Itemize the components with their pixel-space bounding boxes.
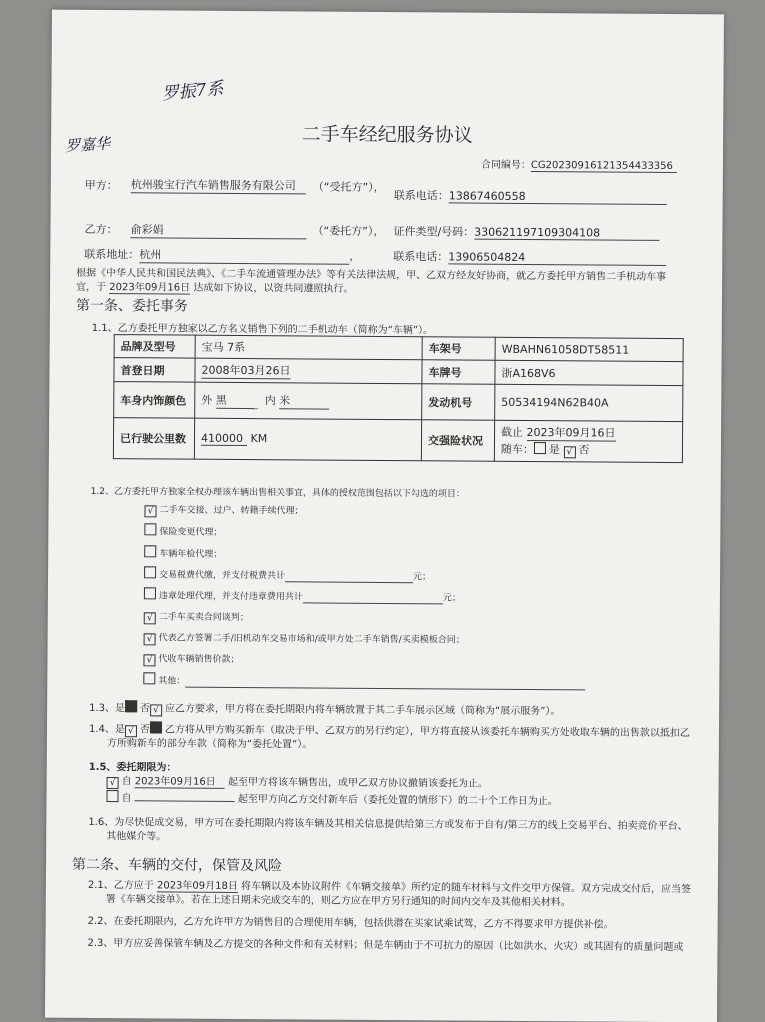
authorization-checkbox[interactable] [144, 566, 156, 578]
party-b-label: 乙方： [84, 222, 118, 237]
reg-date-value: 2008年03月26日 [201, 363, 291, 378]
address: 联系地址：杭州 ， [84, 247, 361, 263]
authorization-checkbox[interactable] [144, 587, 156, 599]
plate-label: 车牌号 [422, 360, 495, 385]
insurance-date: 2023年09月16日 [526, 425, 616, 440]
clause-1-4-yes: 是 [114, 724, 125, 736]
authorization-item-label: 代表乙方签署二手/旧机动车交易市场和/或甲方处二手车销售/买卖模板合同； [158, 633, 465, 646]
party-b-id [393, 223, 659, 241]
vehicle-table [113, 334, 684, 463]
authorization-item [144, 609, 249, 625]
party-a-role: （“受托方”）， [312, 180, 385, 194]
authorization-item-label: 交易税费代缴，并支付税费共计 [159, 570, 286, 582]
address-phone-value: 13906504824 [448, 250, 666, 266]
authorization-item [144, 587, 461, 604]
color-cell [195, 382, 422, 420]
address-phone [393, 248, 666, 266]
party-b-name-value: 俞彩娟 [130, 221, 306, 239]
term-option-2-checkbox[interactable] [106, 790, 118, 802]
authorization-item [144, 524, 222, 539]
km-label: 已行驶公里数 [113, 418, 194, 460]
clause-1-3 [89, 699, 560, 719]
clause-1-3-yes: 是 [114, 703, 126, 715]
clause-2-1-number: 2.1、 [87, 879, 114, 892]
clause-2-3: 2.3、甲方应妥善保管车辆及乙方提交的各种文件和有关材料；但是车辆由于不可抗力的原因（比如洪水、火灾）或其固有的质量问题或 [87, 937, 684, 954]
contract-number [481, 156, 677, 173]
document-title: 二手车经纪服务协议 [301, 123, 473, 147]
party-a-name: 杭州骏宝行汽车销售服务有限公司 [131, 177, 306, 194]
authorization-item-label: 违章处理代理，并支付违章费用共计 [158, 591, 303, 603]
authorization-checkbox[interactable] [144, 524, 156, 536]
clause-1-4-number: 1.4、 [88, 723, 115, 736]
term-option-2-prefix: 自 [121, 793, 132, 805]
section2-title: 第二条、车辆的交付，保管及风险 [71, 856, 283, 875]
authorization-item [144, 566, 431, 583]
party-b-id-value: 330621197109304108 [474, 226, 659, 241]
term-option-1-date: 2023年09月16日 [135, 772, 225, 789]
party-b-name [130, 221, 306, 239]
term-option-2-text: 起至甲方向乙方交付新车后（委托处置的情形下）的二十个工作日为止。 [237, 793, 558, 808]
authorization-checkbox[interactable]: √ [143, 654, 155, 666]
outer-label: 外 [201, 393, 213, 407]
intro-line2 [76, 278, 353, 296]
clause-2-2: 2.2、在委托期限内，乙方允许甲方为销售目的合理使用车辆，包括供潜在买家试乘试驾，乙方不得要求甲方提供补偿。 [87, 915, 614, 931]
clause-1-3-no-checkbox[interactable]: √ [150, 704, 162, 716]
authorization-checkbox[interactable]: √ [144, 612, 156, 624]
handwritten-note-top: 罗振7系 [160, 78, 225, 105]
insurance-prefix: 截止 [501, 425, 524, 439]
clause-1-4-no-checkbox[interactable] [150, 721, 162, 733]
authorization-item-label: 二手车交接、过户、转籍手续代理； [159, 505, 304, 517]
color-label: 车身内饰颜色 [114, 382, 195, 419]
authorization-item [144, 545, 222, 560]
clause-2-1-prefix: 乙方应于 [113, 880, 154, 892]
follow-no-label: 否 [578, 443, 590, 457]
reg-date-label: 首登日期 [114, 358, 195, 383]
authorization-item-suffix: 元； [413, 572, 432, 583]
clause-1-3-yes-checkbox[interactable] [125, 700, 137, 712]
address-phone-label: 联系电话： [393, 250, 449, 264]
clause-1-3-text: 应乙方要求，甲方将在委托期限内将车辆放置于其二手车展示区域（简称为“展示服务”）。 [164, 703, 561, 718]
handwritten-signature-left: 罗嘉华 [64, 134, 111, 156]
follow-label: 随车： [500, 442, 534, 457]
follow-yes-label: 是 [548, 443, 560, 457]
contract-number-value: CG20230916121354433356 [531, 160, 677, 173]
authorization-item-label: 代收车辆销售价款； [158, 654, 240, 666]
reg-date-cell [195, 358, 422, 384]
km-cell [194, 418, 421, 461]
brand-label: 品牌及型号 [114, 335, 195, 359]
authorization-item-suffix: 元； [442, 593, 461, 604]
authorization-item-label: 保险变更代理； [159, 527, 223, 539]
intro-line1: 根据《中华人民共和国民法典》、《二手车流通管理办法》等有关法律法规，甲、乙双方经友好协商，就乙方委托甲方销售二手机动车事 [76, 267, 667, 283]
clause-1-1: 1.1、乙方委托甲方独家以乙方名义销售下列的二手机动车（简称为“车辆”）。 [91, 322, 434, 337]
inner-label: 内 [264, 394, 276, 408]
party-a-phone-label: 联系电话： [393, 189, 449, 203]
km-unit: KM [250, 432, 268, 446]
brand-value: 宝马 7系 [195, 335, 422, 360]
follow-no-checkbox[interactable]: √ [563, 446, 575, 458]
party-a-phone [394, 187, 667, 205]
follow-yes-checkbox[interactable] [534, 442, 546, 454]
term-option-1-prefix: 自 [121, 776, 132, 788]
authorization-item [143, 673, 585, 691]
authorization-checkbox[interactable] [144, 545, 156, 557]
party-b-role: （“委托方”）， [312, 224, 385, 238]
authorization-item [144, 502, 303, 518]
clause-1-4-line1: 乙方将从甲方购买新车（取决于甲、乙双方的另行约定），甲方将直接从该委托车辆购买方处收取车辆的出售款以抵扣乙 [164, 724, 690, 740]
party-a-phone-value: 13867460558 [449, 189, 667, 205]
clause-1-5-title: 1.5、委托期限为： [88, 761, 177, 774]
clause-1-4-line2: 方所购新车的部分车款（简称为“委托处置”）。 [106, 738, 313, 751]
intro-suffix: 达成如下协议，以资共同遵照执行。 [193, 282, 354, 295]
engine-label: 发动机号 [422, 384, 495, 421]
clause-2-1-line2: 署《车辆交接单》。若在上述日期未完成交车的，则乙方应在甲方另行通知的时间内交车及其他相关材料。 [105, 894, 571, 909]
clause-1-4-yes-checkbox[interactable]: √ [125, 725, 137, 737]
authorization-checkbox[interactable] [143, 673, 155, 685]
clause-2-1-text: 将车辆以及本协议附件《车辆交接单》所约定的随车材料与文件交甲方保管。双方完成交付后，应当签 [241, 880, 692, 896]
engine-value: 50534194N62B40A [495, 384, 683, 421]
authorization-item-label: 车辆年检代理； [159, 549, 223, 560]
intro-date: 2023年09月16日 [109, 278, 190, 295]
authorization-item-label: 二手车买卖合同谈判； [158, 611, 249, 623]
outer-color: 黑 [216, 392, 258, 409]
clause-1-3-no: 否 [139, 703, 151, 715]
clause-1-6-line2: 其他媒介等。 [106, 831, 167, 843]
authorization-item [143, 651, 239, 667]
contract-page [45, 10, 724, 1022]
section1-title: 第一条、委托事务 [75, 297, 188, 315]
vin-value: WBAHN61058DT58511 [495, 337, 683, 361]
intro-prefix: 宜，于 [76, 281, 107, 294]
term-option-1-checkbox[interactable]: √ [107, 777, 119, 789]
term-option-1-text: 起至甲方将该车辆售出，或甲乙双方协议撤销该委托为止。 [227, 776, 489, 790]
term-option-2 [106, 789, 557, 807]
authorization-checkbox[interactable]: √ [144, 505, 156, 517]
insurance-label: 交强险状况 [421, 420, 494, 462]
clause-1-4-no: 否 [139, 724, 150, 736]
clause-2-1-date: 2023年09月18日 [157, 876, 238, 893]
party-a-label: 甲方： [84, 178, 118, 193]
contract-number-label: 合同编号： [480, 159, 531, 172]
party-b-id-label: 证件类型/号码： [393, 225, 475, 239]
km-value: 410000 [201, 432, 247, 446]
plate-value: 浙A168V6 [495, 360, 683, 385]
address-value: 杭州 [139, 246, 349, 264]
insurance-cell [494, 420, 682, 462]
clause-1-6-line1: 1.6、为尽快促成交易，甲方可在委托期限内将该车辆及其相关信息提供给第三方或发布于自有/第三方的线上交易平台、拍卖竞价平台、 [88, 816, 688, 833]
authorization-checkbox[interactable]: √ [144, 633, 156, 645]
authorization-item-label: 其他： [158, 676, 186, 687]
address-label: 联系地址： [84, 247, 140, 262]
clause-1-3-number: 1.3、 [89, 702, 116, 715]
clause-1-2-intro: 1.2、乙方委托甲方独家全权办理该车辆出售相关事宜，具体的授权范围包括以下勾选的项目： [90, 486, 465, 500]
vin-label: 车架号 [422, 337, 495, 361]
inner-color: 米 [279, 392, 329, 409]
authorization-item [144, 630, 465, 647]
